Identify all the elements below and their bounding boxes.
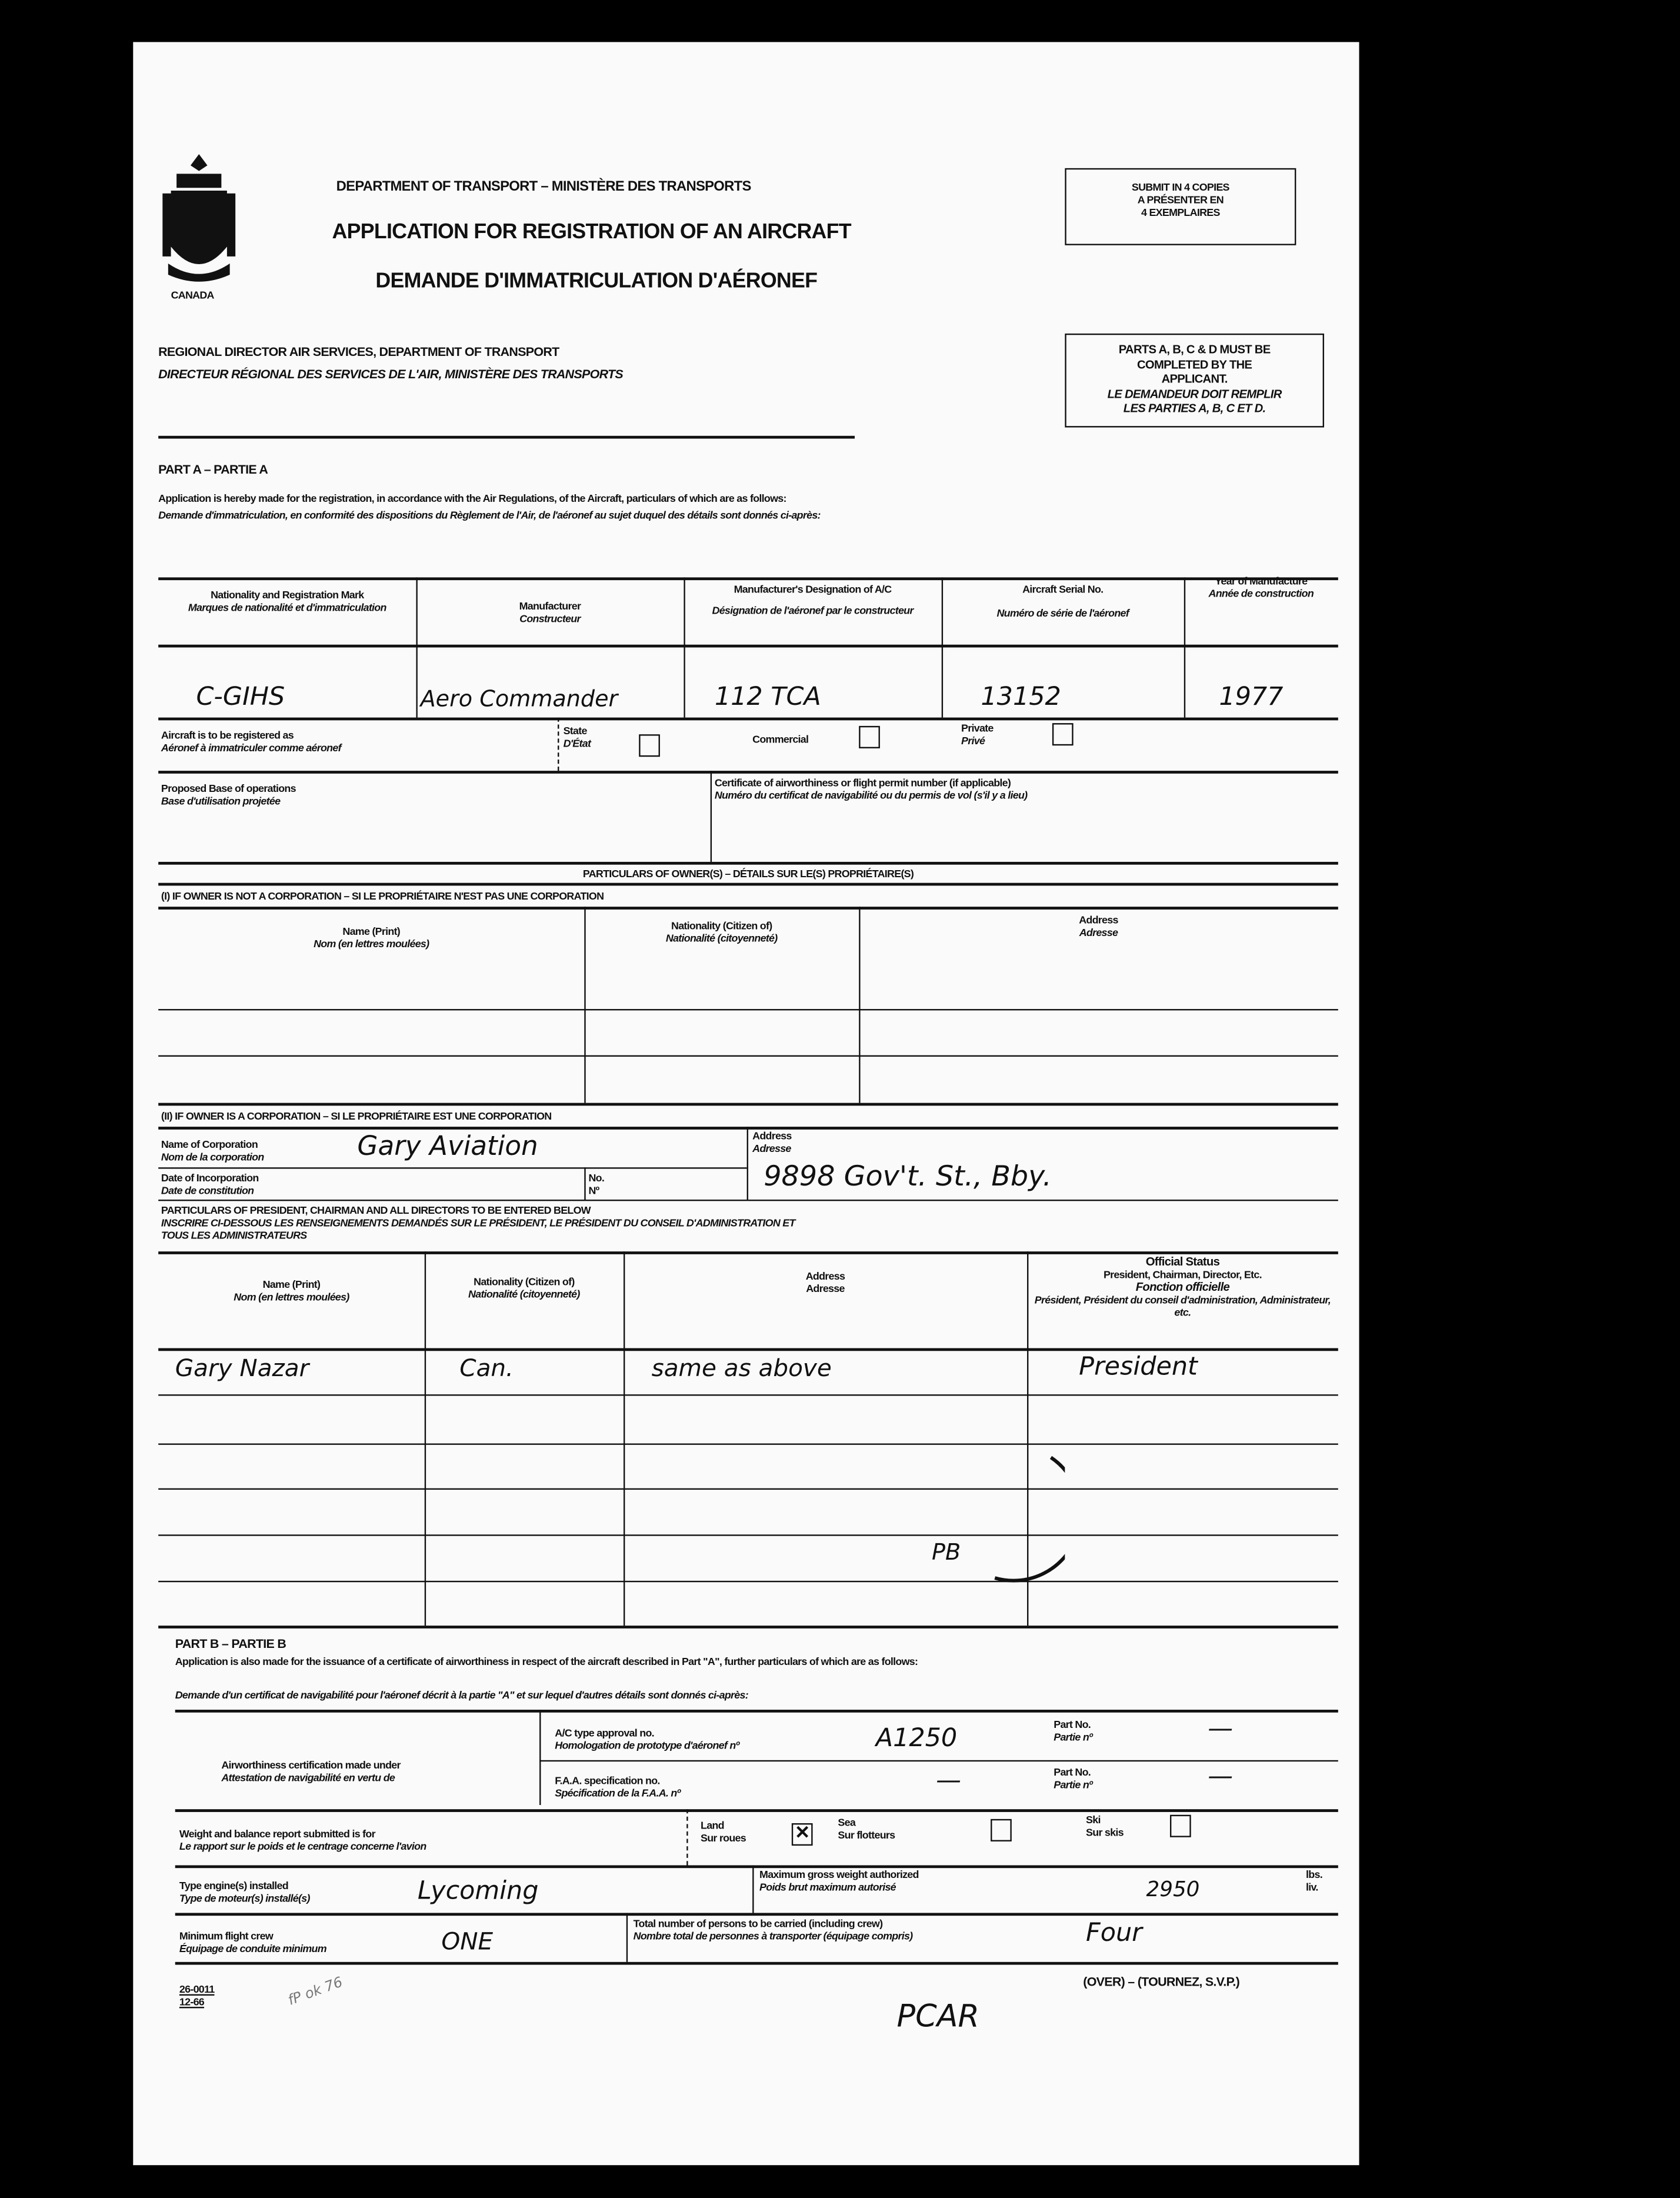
form-text: Équipage de conduite minimum xyxy=(179,1942,326,1955)
form-text: Adresse xyxy=(806,1282,845,1295)
dir-col-status xyxy=(1027,1255,1338,1318)
horizontal-rule xyxy=(158,1348,1338,1351)
form-number xyxy=(179,1983,215,2009)
director-status[interactable]: President xyxy=(1079,1352,1198,1382)
form-text: Type engine(s) installed xyxy=(179,1879,288,1892)
form-text: Sur flotteurs xyxy=(838,1829,895,1841)
horizontal-rule xyxy=(175,1865,1338,1868)
form-text: Nº xyxy=(588,1184,599,1197)
form-text: Aircraft Serial No. xyxy=(1022,582,1104,596)
form-text xyxy=(995,1457,1065,1580)
vertical-rule xyxy=(416,577,417,717)
form-text: Nationalité (citoyenneté) xyxy=(665,932,778,945)
vertical-rule xyxy=(425,1251,426,1626)
horizontal-rule xyxy=(158,1534,1338,1536)
form-title-fr: DEMANDE D'IMMATRICULATION D'AÉRONEF xyxy=(375,269,818,293)
nc-col-address xyxy=(859,914,1338,939)
form-text: Official Status xyxy=(1145,1254,1220,1268)
directors-title xyxy=(161,1204,795,1241)
form-text: Nombre total de personnes à transporter (équipage compris) xyxy=(633,1930,913,1943)
base-of-operations-label xyxy=(161,782,296,807)
dir-col-nationality xyxy=(425,1275,624,1301)
registration-mark-value[interactable]: C-GIHS xyxy=(196,682,285,712)
form-text: Airworthiness certification made under xyxy=(221,1759,401,1771)
form-text: Nom (en lettres moulées) xyxy=(314,937,429,950)
form-text: Name (Print) xyxy=(342,925,401,938)
form-text: A PRÉSENTER EN xyxy=(1137,193,1224,207)
nc-col-name xyxy=(158,925,584,950)
vertical-rule xyxy=(584,1167,585,1200)
form-text: Numéro de série de l'aéronef xyxy=(996,607,1129,620)
form-text: Nationality (Citizen of) xyxy=(671,919,772,933)
corp-name-value[interactable]: Gary Aviation xyxy=(357,1131,538,1162)
dir-col-name xyxy=(158,1278,425,1303)
form-text: Partie nº xyxy=(1054,1778,1092,1791)
engine-type-value[interactable]: Lycoming xyxy=(417,1876,539,1906)
horizontal-rule xyxy=(158,645,1338,648)
form-text: liv. xyxy=(1306,1880,1318,1894)
dir-col-address xyxy=(624,1270,1027,1295)
form-text: Land xyxy=(701,1819,724,1832)
canada-crest-icon xyxy=(157,151,241,291)
form-text: SUBMIT IN 4 COPIES xyxy=(1131,181,1229,194)
sea-checkbox[interactable] xyxy=(991,1819,1012,1841)
type-approval-label xyxy=(555,1727,739,1752)
commercial-label: Commercial xyxy=(752,732,809,746)
addressee-fr: DIRECTEUR RÉGIONAL DES SERVICES DE L'AIR, MINISTÈRE DES TRANSPORTS xyxy=(158,367,623,381)
form-text: Aircraft is to be registered as xyxy=(161,728,294,742)
form-text: Partie nº xyxy=(1054,1730,1092,1744)
form-text: Fonction officielle xyxy=(1135,1279,1230,1294)
parts-required-box xyxy=(1065,334,1324,428)
horizontal-rule xyxy=(158,883,1338,886)
form-text: State xyxy=(563,724,587,737)
form-text: No. xyxy=(588,1171,605,1184)
corp-name-label xyxy=(161,1138,264,1163)
max-weight-label xyxy=(759,1868,919,1893)
part-a-intro-fr: Demande d'immatriculation, en conformité des dispositions du Règlement de l'Air, de l'aéronef au sujet duquel des détails sont donnés ci-après: xyxy=(158,508,821,522)
form-text: Numéro du certificat de navigabilité ou du permis de vol (s'il y a lieu) xyxy=(714,789,1028,802)
form-text: Private xyxy=(961,721,994,735)
form-text: Aéronef à immatriculer comme aéronef xyxy=(161,741,341,754)
part-no-label-1 xyxy=(1054,1718,1092,1743)
vertical-rule xyxy=(539,1710,541,1805)
col-registration-mark xyxy=(158,588,416,614)
handwritten-initials: PCAR xyxy=(896,2000,979,2035)
horizontal-rule xyxy=(158,1626,1338,1628)
vertical-rule xyxy=(558,718,559,771)
form-text: COMPLETED BY THE xyxy=(1137,357,1252,371)
form-text: D'État xyxy=(563,737,591,750)
part-b-title: PART B – PARTIE B xyxy=(175,1637,286,1651)
max-weight-value[interactable]: 2950 xyxy=(1146,1876,1200,1902)
vertical-rule xyxy=(752,1865,754,1913)
horizontal-rule xyxy=(158,1103,1338,1106)
form-text: Year of Manufacture xyxy=(1215,574,1308,588)
form-text: Name (Print) xyxy=(262,1278,321,1291)
horizontal-rule xyxy=(158,1488,1338,1490)
form-text: Président, Président du conseil d'administration, Administrateur, etc. xyxy=(1034,1293,1331,1319)
form-text: 12-66 xyxy=(179,1995,205,2009)
form-text: Type de moteur(s) installé(s) xyxy=(179,1891,310,1905)
form-text: Désignation de l'aéronef par le constructeur xyxy=(712,604,914,617)
form-text: Spécification de la F.A.A. nº xyxy=(555,1787,681,1800)
form-text: Nationality (Citizen of) xyxy=(474,1275,575,1288)
form-text: Marques de nationalité et d'immatriculation xyxy=(188,601,386,614)
address-line xyxy=(158,436,855,439)
part-b-intro-en: Application is also made for the issuance of a certificate of airworthiness in respect of the aircraft described in Part "A", further particulars of which are as follows: xyxy=(175,1655,918,1668)
form-text: 26-0011 xyxy=(179,1983,215,1996)
stamp-initials: PB xyxy=(932,1538,961,1566)
form-text: Sur skis xyxy=(1086,1826,1124,1839)
horizontal-rule xyxy=(158,1443,1338,1444)
form-text: Address xyxy=(1079,914,1118,927)
manufacturer-value[interactable]: Aero Commander xyxy=(420,685,618,712)
form-text: Manufacturer's Designation of A/C xyxy=(734,582,892,596)
form-text: Constructeur xyxy=(519,612,581,625)
form-text xyxy=(162,154,235,282)
nc-col-nationality xyxy=(584,920,859,945)
form-text: Part No. xyxy=(1054,1766,1091,1779)
col-serial xyxy=(942,583,1184,620)
vertical-rule xyxy=(747,1127,748,1200)
horizontal-rule xyxy=(158,1581,1338,1582)
director-nationality[interactable]: Can. xyxy=(459,1355,514,1384)
form-text: PARTICULARS OF PRESIDENT, CHAIRMAN AND ALL DIRECTORS TO BE ENTERED BELOW xyxy=(161,1204,591,1217)
min-crew-label xyxy=(179,1930,326,1955)
part-a-title: PART A – PARTIE A xyxy=(158,462,268,477)
owners-title: PARTICULARS OF OWNER(S) – DÉTAILS SUR LE(S) PROPRIÉTAIRE(S) xyxy=(582,867,914,880)
form-text: Certificate of airworthiness or flight permit number (if applicable) xyxy=(714,776,1011,790)
horizontal-rule xyxy=(158,907,1338,910)
corp-address-label xyxy=(752,1130,792,1155)
private-label xyxy=(961,722,994,747)
col-year xyxy=(1184,575,1338,600)
vertical-rule xyxy=(686,1809,688,1865)
form-text: Part No. xyxy=(1054,1718,1091,1731)
form-text: F.A.A. specification no. xyxy=(555,1774,660,1787)
form-text: LES PARTIES A, B, C ET D. xyxy=(1123,401,1266,415)
form-text: Date of Incorporation xyxy=(161,1171,259,1184)
horizontal-rule xyxy=(175,1962,1338,1965)
form-text: Nationality and Registration Mark xyxy=(211,588,364,601)
incorporation-date-label xyxy=(161,1171,259,1197)
horizontal-rule xyxy=(158,1009,1338,1010)
registered-as-label xyxy=(161,729,341,754)
persons-value[interactable]: Four xyxy=(1086,1918,1142,1948)
form-text: Attestation de navigabilité en vertu de xyxy=(221,1771,395,1784)
col-manufacturer xyxy=(416,600,684,625)
director-name[interactable]: Gary Nazar xyxy=(175,1355,309,1384)
serial-value[interactable]: 13152 xyxy=(981,682,1061,712)
form-text: Sea xyxy=(838,1816,856,1829)
number-label xyxy=(588,1171,604,1197)
vertical-rule xyxy=(624,1251,625,1626)
cert-number-label xyxy=(715,777,1028,802)
horizontal-rule xyxy=(158,718,1338,721)
form-text: Adresse xyxy=(1079,926,1118,939)
part-a-intro-en: Application is hereby made for the registration, in accordance with the Air Regulations, of the Aircraft, particulars of which are as follows: xyxy=(158,492,786,505)
state-checkbox[interactable] xyxy=(639,734,660,757)
crest-label: CANADA xyxy=(171,288,214,302)
horizontal-rule xyxy=(158,1394,1338,1396)
part-b-intro-fr: Demande d'un certificat de navigabilité pour l'aéronef décrit à la partie "A" et sur lequel d'autres détails sont donnés ci-après: xyxy=(175,1689,748,1701)
form-text: Minimum flight crew xyxy=(179,1930,274,1943)
submit-copies-box xyxy=(1065,168,1296,245)
form-text: Total number of persons to be carried (including crew) xyxy=(633,1917,883,1930)
cert-under-label xyxy=(221,1759,400,1784)
vertical-rule xyxy=(711,771,712,862)
department-heading: DEPARTMENT OF TRANSPORT – MINISTÈRE DES TRANSPORTS xyxy=(336,179,751,195)
form-text: Nom de la corporation xyxy=(161,1150,264,1164)
form-text: President, Chairman, Director, Etc. xyxy=(1103,1268,1262,1281)
type-approval-value[interactable]: A1250 xyxy=(875,1723,958,1753)
form-text: Privé xyxy=(961,734,985,747)
designation-value[interactable]: 112 TCA xyxy=(714,682,821,712)
state-label xyxy=(564,724,591,750)
form-text: Ski xyxy=(1086,1813,1101,1826)
weight-balance-label xyxy=(179,1827,426,1853)
sea-label xyxy=(838,1816,895,1841)
horizontal-rule xyxy=(158,1055,1338,1057)
horizontal-rule xyxy=(175,1710,1338,1713)
horizontal-rule xyxy=(158,1200,1338,1201)
part-no-label-2 xyxy=(1054,1766,1092,1791)
ski-label xyxy=(1086,1813,1124,1839)
form-text: Manufacturer xyxy=(519,600,581,612)
faa-spec-value[interactable]: — xyxy=(936,1766,962,1796)
form-text: LE DEMANDEUR DOIT REMPLIR xyxy=(1107,386,1282,401)
horizontal-rule xyxy=(175,1809,1338,1812)
form-text: Maximum gross weight authorized xyxy=(759,1868,919,1881)
horizontal-rule xyxy=(158,1167,746,1168)
addressee-en: REGIONAL DIRECTOR AIR SERVICES, DEPARTMENT OF TRANSPORT xyxy=(158,344,559,359)
corp-title: (II) IF OWNER IS A CORPORATION – SI LE PROPRIÉTAIRE EST UNE CORPORATION xyxy=(161,1110,552,1123)
horizontal-rule xyxy=(158,577,1338,580)
form-title-en: APPLICATION FOR REGISTRATION OF AN AIRCRAFT xyxy=(332,219,851,244)
persons-label xyxy=(634,1917,913,1943)
land-checkbox[interactable]: ✕ xyxy=(792,1823,813,1846)
form-text: Sur roues xyxy=(701,1831,746,1844)
form-text: Année de construction xyxy=(1208,587,1314,600)
form-text: Proposed Base of operations xyxy=(161,782,296,795)
form-text: INSCRIRE CI-DESSOUS LES RENSEIGNEMENTS DEMANDÉS SUR LE PRÉSIDENT, LE PRÉSIDENT DU CONSEIL D'ADMINISTRATION ET xyxy=(161,1216,795,1230)
director-address[interactable]: same as above xyxy=(651,1355,832,1384)
faa-spec-label xyxy=(555,1774,680,1800)
form-text: Weight and balance report submitted is for xyxy=(179,1827,375,1840)
form-text: Nom (en lettres moulées) xyxy=(234,1290,349,1304)
form-text: TOUS LES ADMINISTRATEURS xyxy=(161,1229,307,1242)
private-checkbox[interactable] xyxy=(1052,723,1074,745)
weight-unit xyxy=(1306,1868,1322,1893)
form-text: Poids brut maximum autorisé xyxy=(759,1880,896,1894)
min-crew-value[interactable]: ONE xyxy=(441,1928,494,1957)
form-text: Address xyxy=(805,1270,845,1283)
handwritten-note: fP ok 76 xyxy=(286,1975,345,2009)
col-designation xyxy=(684,583,941,617)
form-text: A/C type approval no. xyxy=(555,1726,654,1740)
form-text: Date de constitution xyxy=(161,1184,254,1197)
form-text: lbs. xyxy=(1306,1868,1322,1881)
commercial-checkbox[interactable] xyxy=(859,726,880,748)
form-text: Base d'utilisation projetée xyxy=(161,794,281,808)
year-value[interactable]: 1977 xyxy=(1219,682,1284,712)
ski-checkbox[interactable] xyxy=(1170,1815,1191,1837)
horizontal-rule xyxy=(158,862,1338,865)
form-text: APPLICANT. xyxy=(1161,371,1228,386)
form-text: Name of Corporation xyxy=(161,1138,258,1151)
form-text: PARTS A, B, C & D MUST BE xyxy=(1118,342,1271,357)
form-text: Address xyxy=(752,1129,792,1143)
form-text: Homologation de prototype d'aéronef nº xyxy=(555,1739,739,1752)
engine-type-label xyxy=(179,1879,310,1904)
not-corp-title: (I) IF OWNER IS NOT A CORPORATION – SI LE PROPRIÉTAIRE N'EST PAS UNE CORPORATION xyxy=(161,890,604,903)
part-no-value-1[interactable]: — xyxy=(1208,1714,1234,1744)
horizontal-rule xyxy=(158,771,1338,774)
vertical-rule xyxy=(626,1913,628,1961)
horizontal-rule xyxy=(175,1913,1338,1916)
corp-address-value[interactable]: 9898 Gov't. St., Bby. xyxy=(764,1158,1052,1193)
part-no-value-2[interactable]: — xyxy=(1208,1761,1234,1791)
land-label xyxy=(701,1819,746,1844)
over-label: (OVER) – (TOURNEZ, S.V.P.) xyxy=(1083,1974,1240,1989)
form-text: Nationalité (citoyenneté) xyxy=(468,1288,580,1301)
form-text: Le rapport sur le poids et le centrage concerne l'avion xyxy=(179,1840,426,1853)
form-text: 4 EXEMPLAIRES xyxy=(1141,206,1220,219)
form-text: Adresse xyxy=(752,1142,791,1155)
